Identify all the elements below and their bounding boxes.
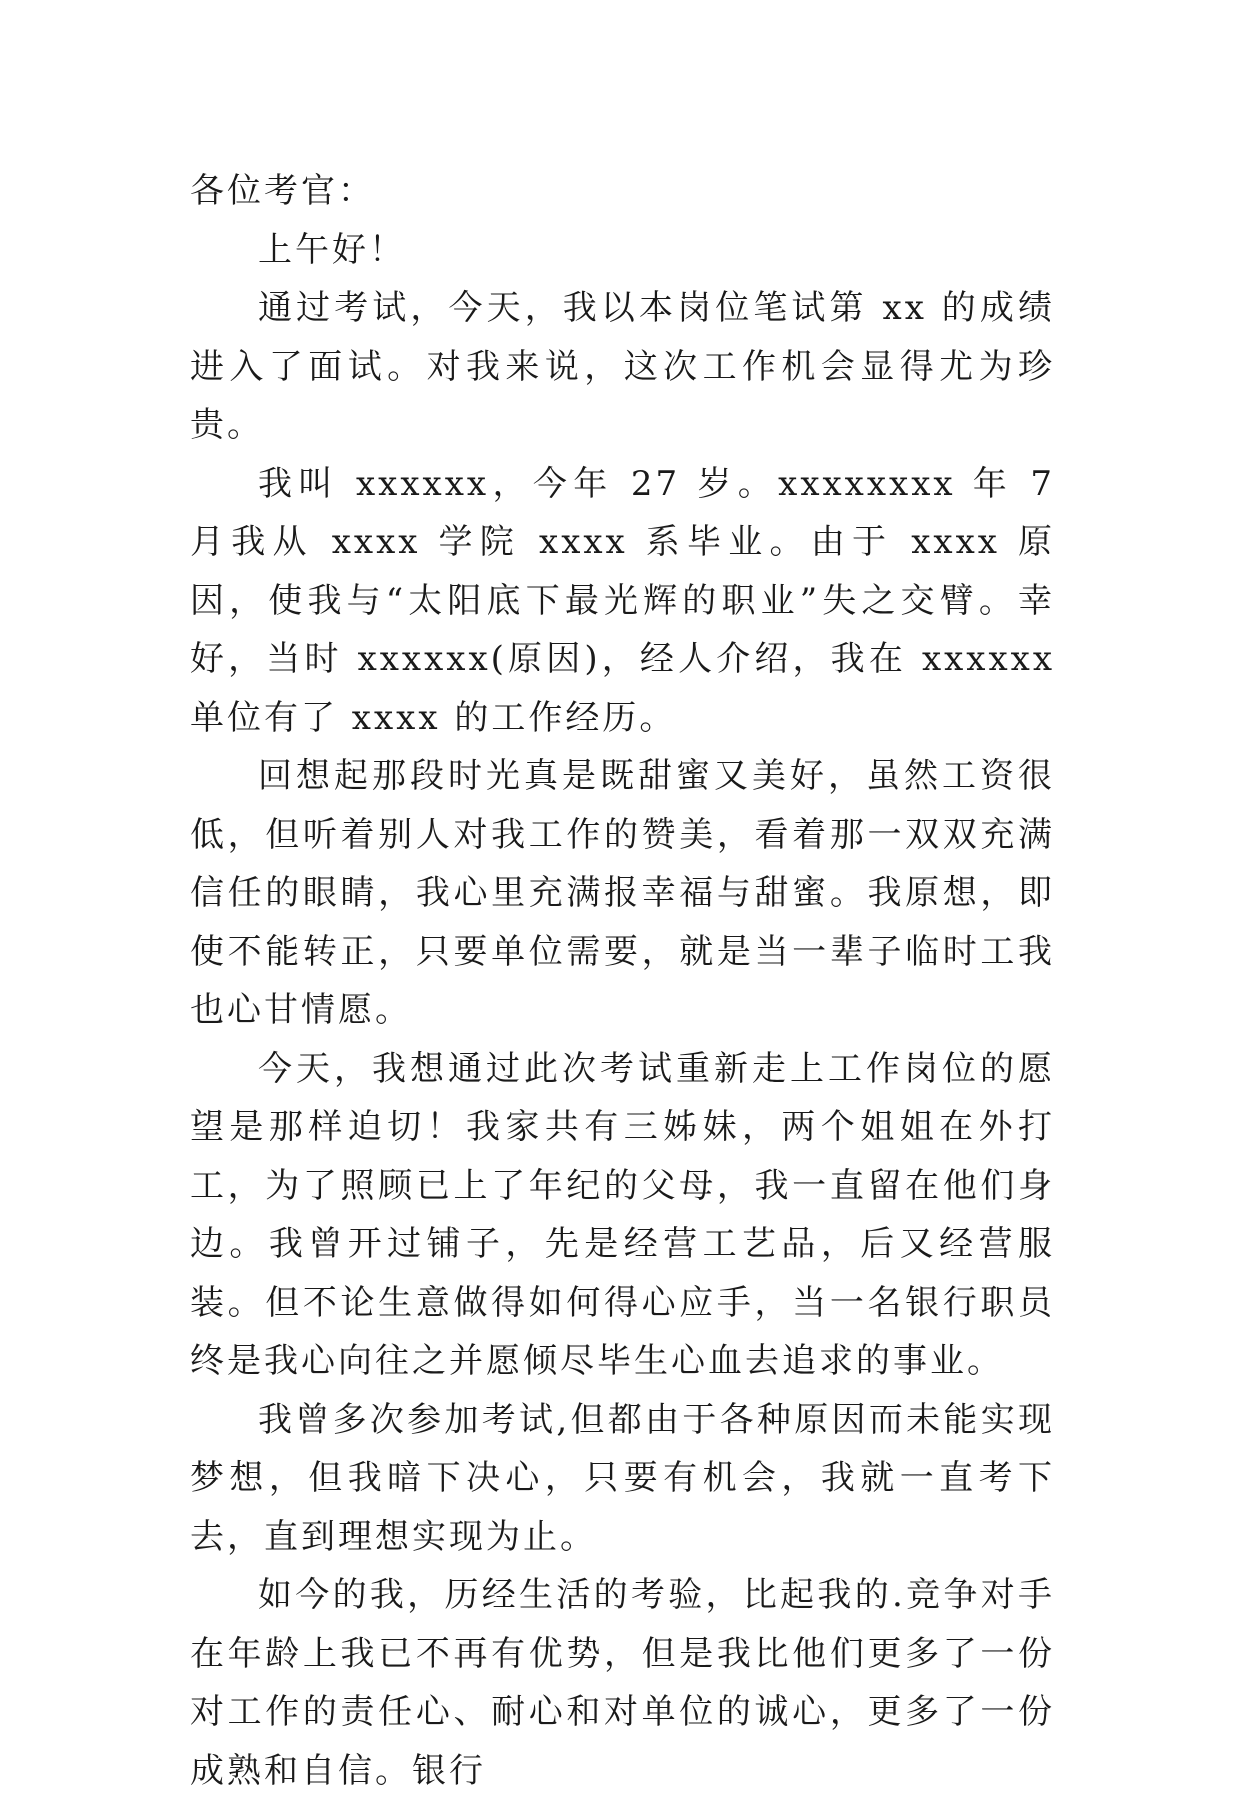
paragraph-family-background: 今天，我想通过此次考试重新走上工作岗位的愿望是那样迫切！我家共有三姊妹，两个姐姐在外打工，为了照顾已上了年纪的父母，我一直留在他们身边。我曾开过铺子，先是经营工艺品，后又经营服装。但不论生意做得如何得心应手，当一名银行职员终是我心向往之并愿倾尽毕生心血去追求的事业。 xyxy=(190,1048,1055,1381)
paragraph-strengths: 如今的我，历经生活的考验，比起我的.竞争对手在年龄上我已不再有优势，但是我比他们更多了一份对工作的责任心、耐心和对单位的诚心，更多了一份成熟和自信。银行 xyxy=(190,1575,1055,1791)
document-body xyxy=(190,162,1055,1800)
paragraph-self-introduction: 我叫 xxxxxx，今年 27 岁。xxxxxxxx 年 7 月我从 xxxx 学院 xxxx 系毕业。由于 xxxx 原因，使我与“太阳底下最光辉的职业”失之交臂。幸好，当时 xxxxxx(原因)，经人介绍，我在 xxxxxx 单位有了 xxxx 的工作经历。 xyxy=(190,463,1055,738)
paragraph-work-memories: 回想起那段时光真是既甜蜜又美好，虽然工资很低，但听着别人对我工作的赞美，看着那一双双充满信任的眼睛，我心里充满报幸福与甜蜜。我原想，即使不能转正，只要单位需要，就是当一辈子临时工我也心甘情愿。 xyxy=(190,756,1055,1030)
paragraph-determination: 我曾多次参加考试,但都由于各种原因而未能实现梦想，但我暗下决心，只要有机会，我就一直考下去，直到理想实现为止。 xyxy=(190,1399,1055,1557)
paragraph-exam-result: 通过考试，今天，我以本岗位笔试第 xx 的成绩进入了面试。对我来说，这次工作机会显得尤为珍贵。 xyxy=(190,288,1055,445)
salutation: 各位考官： xyxy=(190,171,375,211)
greeting: 上午好！ xyxy=(258,229,406,270)
